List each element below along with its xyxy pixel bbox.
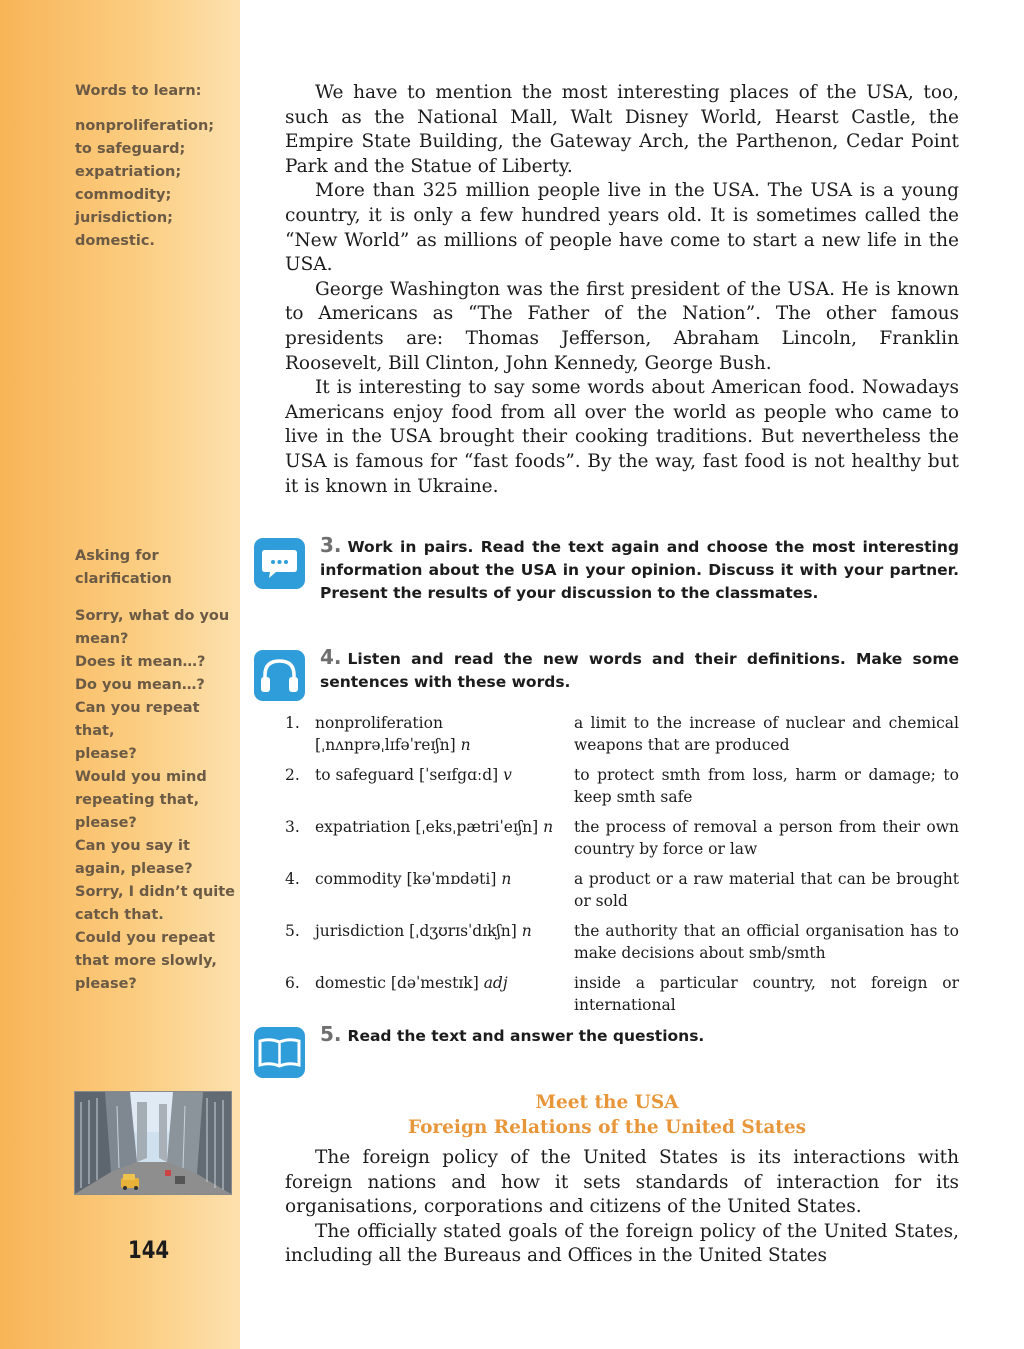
task-5-text	[320, 1023, 959, 1048]
vocab-pos: n	[521, 922, 532, 940]
vocab-pos: n	[460, 735, 471, 754]
paragraph: George Washington was the first president of the USA. He is known to Americans as “The Father of the Nation”. The other famous presidents are: Thomas Jefferson, Abraham Lincoln, Franklin Roosevelt, Bill Clinton, John Kennedy, George Bush.	[285, 278, 959, 374]
vocab-ipa: [ˈseɪfgɑːd]	[419, 766, 499, 784]
word-item: commodity;	[75, 187, 172, 203]
clarification-title-line: Asking for	[75, 548, 159, 564]
vocab-word: expatriation	[315, 818, 411, 836]
phrase-line: please?	[75, 815, 137, 831]
phrase-line: Do you mean…?	[75, 677, 205, 693]
phrase-line: that more slowly,	[75, 953, 217, 969]
vocab-word: nonproliferation	[315, 714, 443, 732]
vocab-ipa: [ˌeksˌpætriˈeɪʃn]	[415, 818, 539, 836]
headphones-icon	[254, 650, 305, 701]
vocab-definition: the process of removal a person from their own country by force or law	[574, 818, 959, 858]
phrase-line: mean?	[75, 631, 129, 647]
intro-text	[285, 81, 959, 499]
vocab-word: domestic	[315, 974, 386, 992]
vocab-word: jurisdiction	[315, 922, 405, 940]
vocabulary-row	[285, 765, 959, 808]
vocab-pos: n	[501, 870, 512, 888]
phrase-line: Does it mean…?	[75, 654, 206, 670]
vocab-ipa: [kəˈmɒdəti]	[406, 870, 497, 888]
sidebar	[0, 0, 240, 1349]
clarification-title	[75, 545, 235, 591]
vocabulary-row	[285, 973, 959, 1016]
speech-bubble-icon	[254, 538, 305, 589]
phrase-line: Can you say it	[75, 838, 190, 854]
vocab-ipa: [ˌdʒʊrɪsˈdɪkʃn]	[409, 922, 517, 940]
phrase-line: catch that.	[75, 907, 164, 923]
vocab-pos: v	[503, 766, 512, 784]
vocab-term	[315, 765, 565, 787]
task-instruction: Listen and read the new words and their definitions. Make some sentences with these words.	[320, 650, 959, 691]
vocab-word: to safeguard	[315, 766, 415, 784]
vocab-definition: to protect smth from loss, harm or damage; to keep smth safe	[574, 766, 959, 806]
vocab-word: commodity	[315, 870, 402, 888]
phrase-line: repeating that,	[75, 792, 200, 808]
clarification-title-line: clarification	[75, 571, 172, 587]
paragraph: The foreign policy of the United States is its interactions with foreign nations and how it sets standards of interaction for its organisations, corporations and citizens of the United States.	[285, 1147, 959, 1218]
clarification-box	[75, 545, 235, 996]
paragraph: More than 325 million people live in the USA. The USA is a young country, it is only a few hundred years old. It is sometimes called the “New World” as millions of people have come to start a new life in the USA.	[285, 180, 959, 276]
reading-subtitle: Foreign Relations of the United States	[407, 1117, 807, 1138]
vocab-term	[315, 817, 565, 839]
vocabulary-row	[285, 869, 959, 912]
vocab-term	[315, 921, 565, 943]
phrase-line: Could you repeat	[75, 930, 216, 946]
task-instruction: Work in pairs. Read the text again and choose the most interesting information about the USA in your opinion. Discuss it with your partner. Present the results of your discussion to the classmates.	[320, 538, 959, 602]
word-item: expatriation;	[75, 164, 182, 180]
vocabulary-list	[285, 713, 959, 1025]
vocab-number: 1.	[285, 714, 300, 732]
reading-text	[285, 1146, 959, 1269]
vocab-term	[315, 869, 565, 891]
reading-heading	[285, 1090, 929, 1140]
vocabulary-row	[285, 713, 959, 756]
vocab-term	[315, 973, 565, 995]
page-number: 144	[128, 1236, 170, 1264]
task-4-text	[320, 646, 959, 694]
vocab-definition: a limit to the increase of nuclear and chemical weapons that are produced	[574, 714, 959, 754]
phrase-line: please?	[75, 746, 137, 762]
vocab-number: 2.	[285, 766, 300, 784]
vocab-number: 3.	[285, 818, 300, 836]
paragraph: The officially stated goals of the foreign policy of the United States, including all the Bureaus and Offices in the United States	[285, 1220, 959, 1267]
vocab-definition: a product or a raw material that can be brought or sold	[574, 870, 959, 910]
task-3-text	[320, 534, 959, 605]
vocab-pos: n	[543, 818, 554, 836]
vocab-pos: adj	[483, 974, 508, 992]
vocab-term	[315, 713, 565, 756]
vocab-ipa: [dəˈmestɪk]	[390, 974, 479, 992]
city-street-photo	[74, 1091, 232, 1195]
words-to-learn-title: Words to learn:	[75, 83, 202, 99]
phrase-line: Sorry, what do you	[75, 608, 230, 624]
clarification-phrases	[75, 605, 235, 996]
words-to-learn-list	[75, 115, 235, 253]
phrase-line: again, please?	[75, 861, 193, 877]
word-item: jurisdiction;	[75, 210, 173, 226]
task-number: 3.	[320, 533, 342, 557]
vocab-number: 4.	[285, 870, 300, 888]
phrase-line: please?	[75, 976, 137, 992]
vocab-number: 6.	[285, 974, 300, 992]
paragraph: It is interesting to say some words about American food. Nowadays Americans enjoy food from all over the world as people who came to live in the USA brought their cooking traditions. But nevertheless the USA is famous for “fast foods”. By the way, fast food is not healthy but it is known in Ukraine.	[285, 377, 959, 497]
word-item: domestic.	[75, 233, 155, 249]
paragraph: We have to mention the most interesting places of the USA, too, such as the National Mall, Walt Disney World, Hearst Castle, the Empire State Building, the Gateway Arch, the Parthenon, Cedar Point Park and the Statue of Liberty.	[285, 82, 959, 177]
vocab-definition: inside a particular country, not foreign or international	[574, 974, 959, 1014]
vocab-definition: the authority that an official organisation has to make decisions about smb/smth	[574, 922, 959, 962]
phrase-line: Would you mind	[75, 769, 207, 785]
vocab-number: 5.	[285, 922, 300, 940]
phrase-line: Can you repeat that,	[75, 700, 200, 739]
task-number: 5.	[320, 1022, 342, 1046]
vocabulary-row	[285, 921, 959, 964]
words-to-learn-box	[75, 80, 235, 253]
vocabulary-row	[285, 817, 959, 860]
task-instruction: Read the text and answer the questions.	[347, 1027, 705, 1045]
phrase-line: Sorry, I didn’t quite	[75, 884, 236, 900]
reading-title: Meet the USA	[535, 1092, 679, 1113]
vocab-ipa: [ˌnʌnprəˌlɪfəˈreɪʃn]	[315, 735, 456, 754]
word-item: nonproliferation;	[75, 118, 215, 134]
task-number: 4.	[320, 645, 342, 669]
open-book-icon	[254, 1027, 305, 1078]
word-item: to safeguard;	[75, 141, 186, 157]
